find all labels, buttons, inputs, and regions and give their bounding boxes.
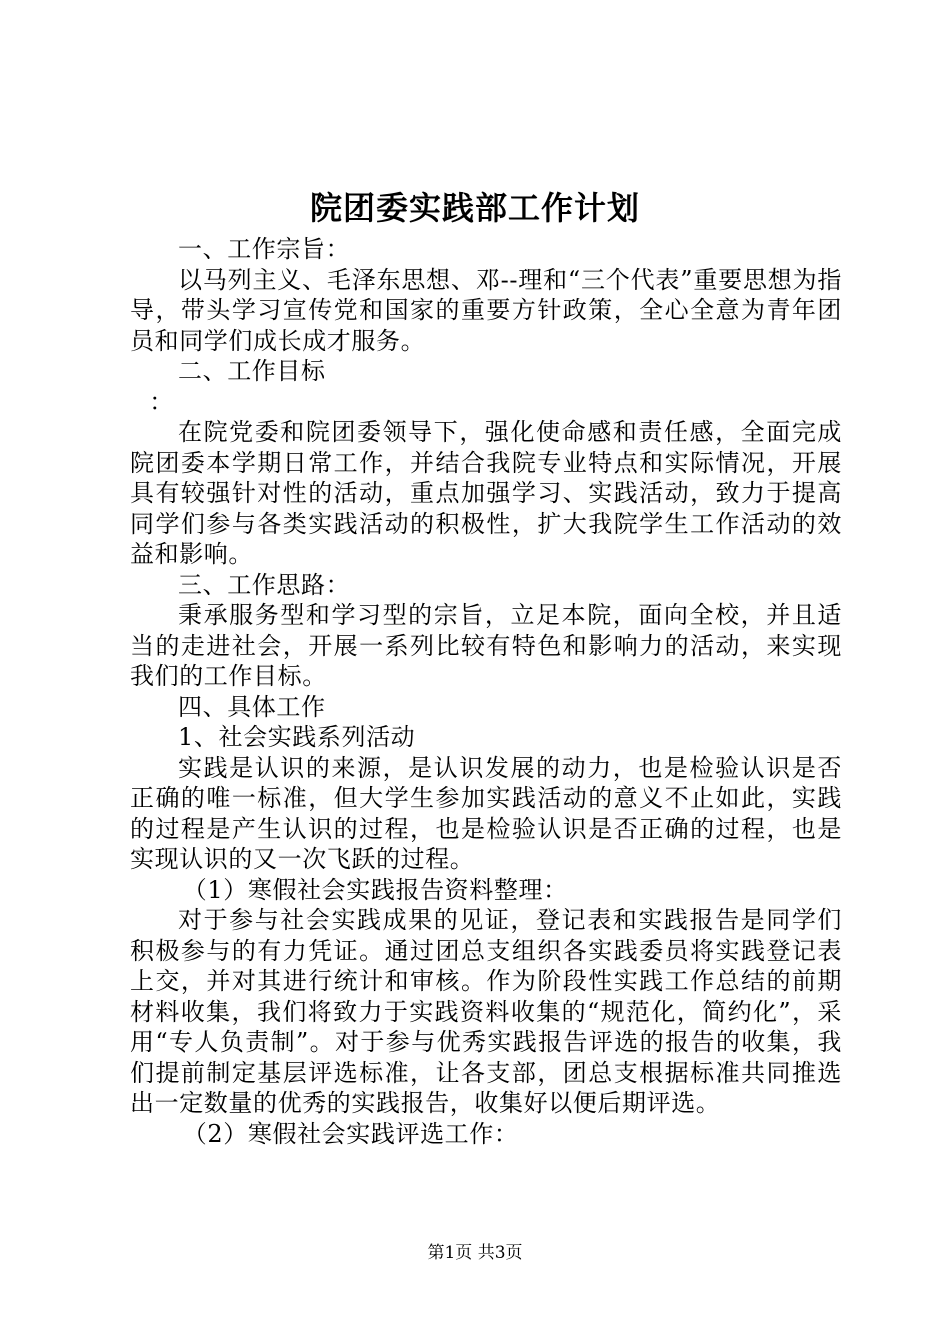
paragraph-report-organizing: 对于参与社会实践成果的见证，登记表和实践报告是同学们积极参与的有力凭证。通过团总支组织各实践委员将实践登记表上交，并对其进行统计和审核。作为阶段性实践工作总结的前期材料收集，我们将致力于实践资料收集的“规范化，简约化”，采用“专人负责制”。对于参与优秀实践报告评选的报告的收集，我们提前制定基层评选标准，让各支部，团总支根据标准共同推选出一定数量的优秀的实践报告，收集好以便后期评选。 xyxy=(130,906,842,1117)
subheading-report-organizing: （1）寒假社会实践报告资料整理： xyxy=(182,875,568,904)
section-heading-goal: 二、工作目标 xyxy=(178,357,326,385)
section-heading-tasks: 四、具体工作 xyxy=(178,692,326,721)
paragraph-goal-colon: ： xyxy=(149,387,174,416)
paragraph-purpose: 以马列主义、毛泽东思想、邓--理和“三个代表”重要思想为指导，带头学习宣传党和国家的重要方针政策，全心全意为青年团员和同学们成长成才服务。 xyxy=(130,265,842,355)
paragraph-goal: 在院党委和院团委领导下，强化使命感和责任感，全面完成院团委本学期日常工作，并结合我院专业特点和实际情况，开展具有较强针对性的活动，重点加强学习、实践活动，致力于提高同学们参与各类实践活动的积极性，扩大我院学生工作活动的效益和影响。 xyxy=(130,418,842,568)
section-heading-purpose: 一、工作宗旨： xyxy=(178,235,351,263)
subheading-social-practice: 1、社会实践系列活动 xyxy=(178,723,416,751)
section-heading-approach: 三、工作思路： xyxy=(178,570,351,599)
paragraph-approach: 秉承服务型和学习型的宗旨，立足本院，面向全校，并且适当的走进社会，开展一系列比较有特色和影响力的活动，来实现我们的工作目标。 xyxy=(130,601,842,690)
page-footer: 第1页 共3页 xyxy=(427,1243,523,1263)
paragraph-social-practice: 实践是认识的来源，是认识发展的动力，也是检验认识是否正确的唯一标准，但大学生参加实践活动的意义不止如此，实践的过程是产生认识的过程，也是检验认识是否正确的过程，也是实现认识的又一次飞跃的过程。 xyxy=(130,753,842,873)
document-title: 院团委实践部工作计划 xyxy=(309,189,640,227)
document-body xyxy=(130,234,842,1149)
subheading-evaluation: （2）寒假社会实践评选工作： xyxy=(182,1119,519,1148)
